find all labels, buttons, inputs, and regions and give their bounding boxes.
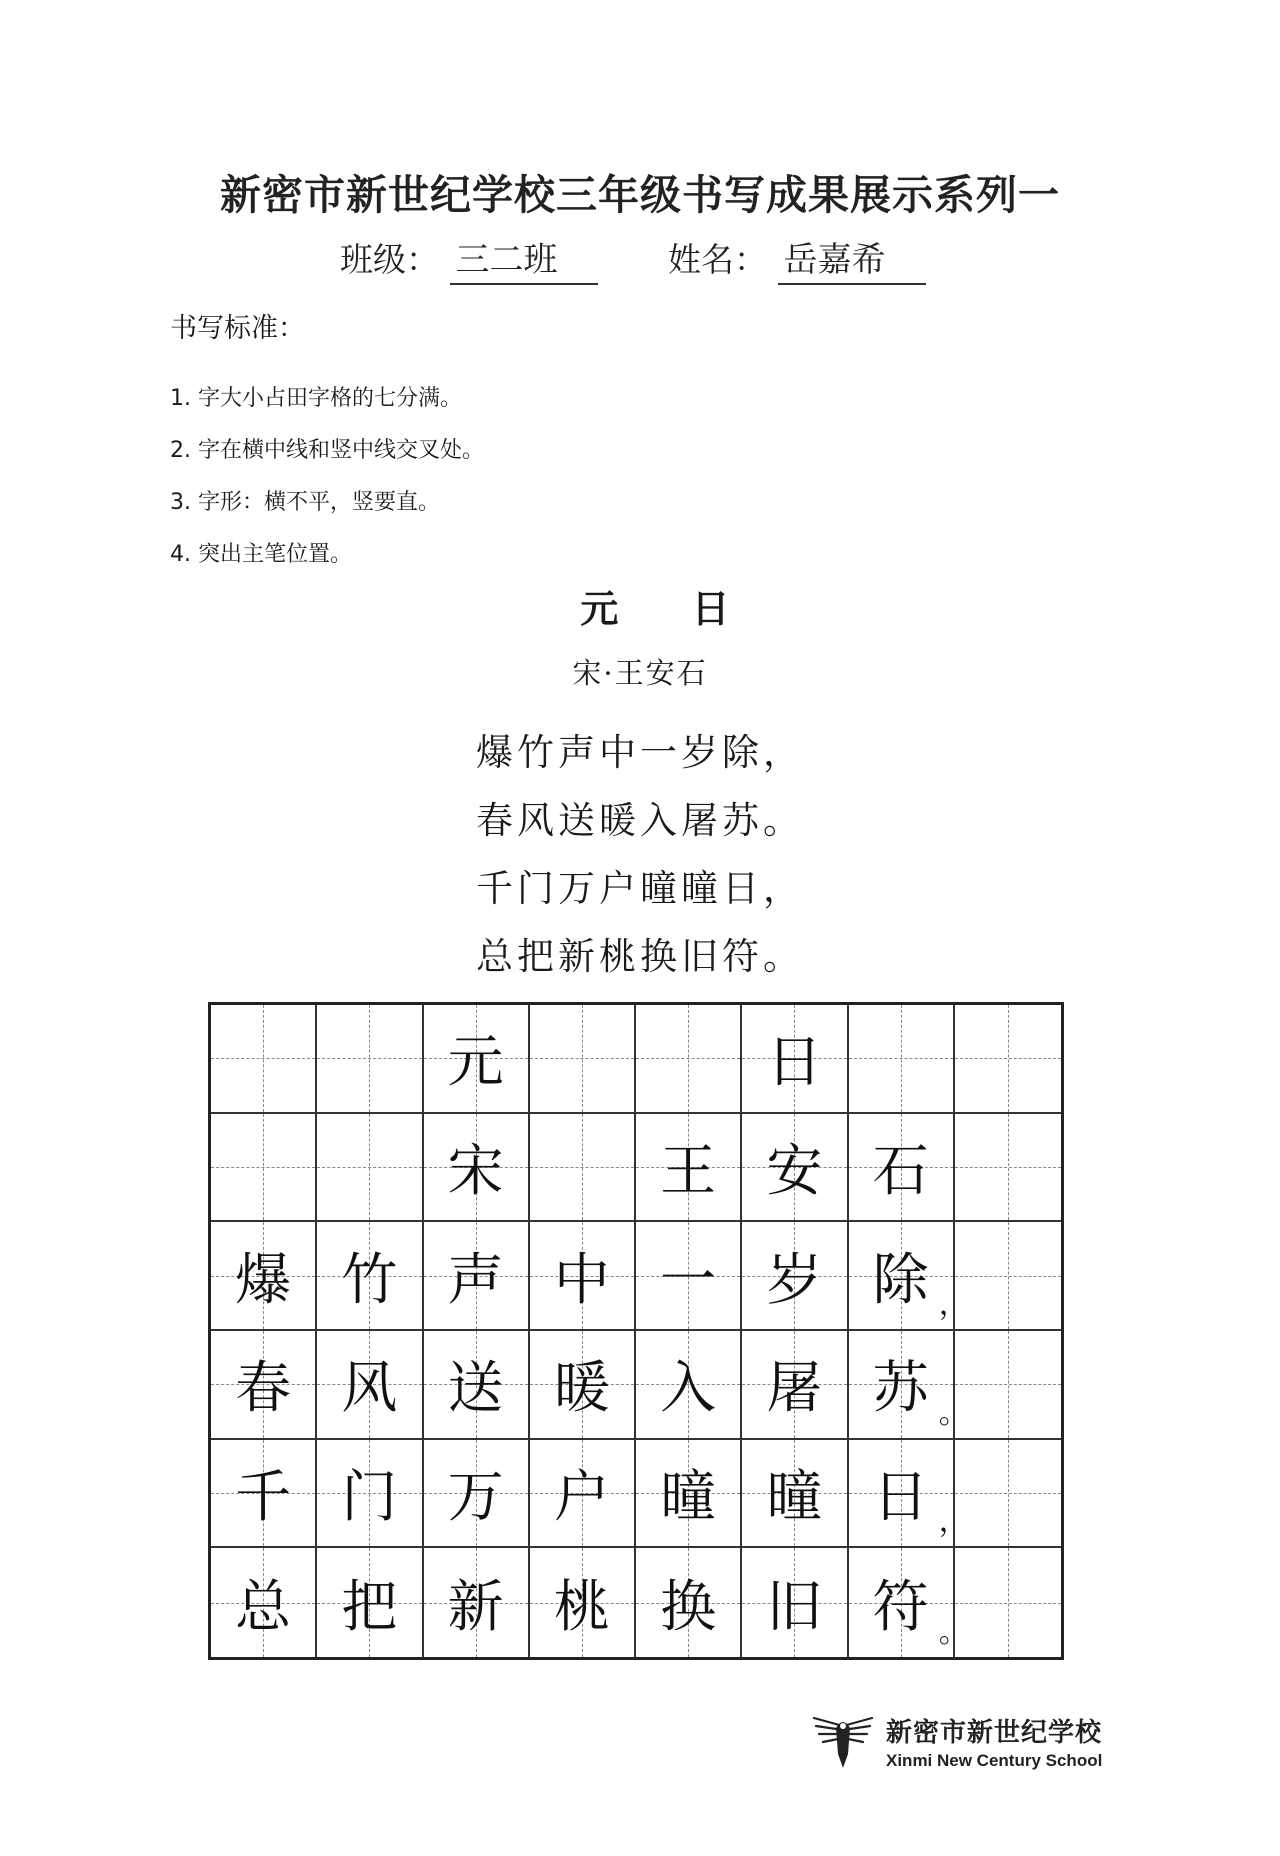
- grid-character: 送: [447, 1356, 504, 1422]
- grid-cell: [530, 1222, 636, 1331]
- grid-character: 旧: [766, 1574, 823, 1640]
- poem-line: 千门万户曈曈日，: [476, 867, 804, 910]
- grid-character: [955, 1331, 1061, 1438]
- grid-character: 新: [447, 1574, 504, 1640]
- grid-character: [955, 1548, 1061, 1657]
- poem-line: 总把新桃换旧符。: [476, 935, 804, 978]
- grid-cell: [424, 1331, 530, 1440]
- grid-character: 桃: [553, 1574, 610, 1640]
- grid-cell: [424, 1222, 530, 1331]
- grid-character: [211, 1114, 315, 1221]
- grid-character: 除: [872, 1247, 929, 1313]
- grid-cell: [955, 1331, 1061, 1440]
- eagle-emblem-icon: [808, 1706, 878, 1776]
- standard-item: 1. 字大小占田字格的七分满。: [170, 386, 462, 411]
- grid-cell: [742, 1005, 848, 1114]
- grid-cell: [955, 1114, 1061, 1223]
- school-name-en: Xinmi New Century School: [886, 1750, 1103, 1770]
- grid-cell: [317, 1005, 423, 1114]
- grid-cell: [424, 1114, 530, 1223]
- grid-character: [955, 1114, 1061, 1221]
- grid-cell: [742, 1331, 848, 1440]
- grid-character: 屠: [766, 1356, 823, 1422]
- grid-character: [530, 1005, 634, 1112]
- grid-character: [849, 1005, 953, 1112]
- grid-cell: [530, 1548, 636, 1657]
- grid-cell: [849, 1222, 969, 1331]
- grid-cell: [211, 1222, 317, 1331]
- grid-character: [955, 1005, 1061, 1112]
- grid-cell: [636, 1331, 742, 1440]
- grid-character: [636, 1005, 740, 1112]
- grid-cell: [955, 1440, 1061, 1549]
- grid-character: [317, 1005, 421, 1112]
- grid-cell: [211, 1005, 317, 1114]
- grid-character: 符: [872, 1574, 929, 1640]
- grid-character: 万: [447, 1464, 504, 1530]
- grid-character: [955, 1222, 1061, 1329]
- standard-item: 2. 字在横中线和竖中线交叉处。: [170, 438, 484, 463]
- poem-line: 爆竹声中一岁除，: [476, 731, 804, 774]
- grid-cell: [530, 1005, 636, 1114]
- grid-character: [211, 1005, 315, 1112]
- grid-punctuation: 。: [938, 1614, 969, 1650]
- grid-cell: [955, 1548, 1061, 1657]
- grid-cell: [742, 1440, 848, 1549]
- standard-item: 4. 突出主笔位置。: [170, 542, 352, 567]
- grid-cell: [955, 1005, 1061, 1114]
- page-title: 新密市新世纪学校三年级书写成果展示系列一: [220, 171, 1060, 219]
- grid-character: 春: [235, 1356, 292, 1422]
- grid-character: 风: [341, 1356, 398, 1422]
- writing-standards: [170, 306, 484, 581]
- grid-cell: [211, 1331, 317, 1440]
- grid-cell: [849, 1005, 955, 1114]
- grid-cell: [317, 1222, 423, 1331]
- grid-cell: [424, 1548, 530, 1657]
- grid-cell: [636, 1005, 742, 1114]
- grid-character: 户: [553, 1464, 610, 1530]
- poem-line: 春风送暖入屠苏。: [476, 799, 804, 842]
- grid-cell: [742, 1222, 848, 1331]
- grid-character: 换: [660, 1574, 717, 1640]
- grid-character: 爆: [235, 1247, 292, 1313]
- grid-cell: [317, 1114, 423, 1223]
- grid-character: 安: [766, 1138, 823, 1204]
- grid-character: 苏: [872, 1356, 929, 1422]
- grid-cell: [849, 1548, 969, 1657]
- grid-character: 宋: [447, 1138, 504, 1204]
- poem-author: 宋·王安石: [572, 656, 708, 690]
- grid-punctuation: 。: [938, 1395, 969, 1431]
- class-value: 三二班: [450, 232, 598, 285]
- grid-punctuation: ，: [938, 1504, 969, 1540]
- class-label: 班级：: [340, 240, 439, 279]
- grid-character: 石: [872, 1138, 929, 1204]
- grid-character: 王: [660, 1138, 717, 1204]
- grid-cell: [849, 1440, 969, 1549]
- grid-cell: [424, 1005, 530, 1114]
- grid-character: 岁: [766, 1247, 823, 1313]
- grid-cell: [530, 1331, 636, 1440]
- grid-punctuation: ，: [938, 1286, 969, 1322]
- school-logo: [808, 1706, 1102, 1776]
- grid-cell: [636, 1114, 742, 1223]
- grid-character: 日: [872, 1464, 929, 1530]
- grid-cell: [317, 1548, 423, 1657]
- grid-character: 入: [660, 1356, 717, 1422]
- grid-cell: [211, 1440, 317, 1549]
- grid-character: 元: [447, 1030, 504, 1096]
- standards-heading: 书写标准：: [170, 313, 305, 344]
- grid-cell: [530, 1440, 636, 1549]
- standard-item: 3. 字形：横不平，竖要直。: [170, 490, 440, 515]
- grid-character: 总: [235, 1574, 292, 1640]
- grid-character: 门: [341, 1464, 398, 1530]
- grid-cell: [742, 1548, 848, 1657]
- grid-cell: [742, 1114, 848, 1223]
- school-name-cn: 新密市新世纪学校: [886, 1717, 1103, 1748]
- poem-title: 元 日: [580, 586, 760, 631]
- grid-cell: [955, 1222, 1061, 1331]
- grid-character: 曈: [660, 1464, 717, 1530]
- grid-cell: [849, 1331, 969, 1440]
- grid-cell: [424, 1440, 530, 1549]
- grid-cell: [317, 1331, 423, 1440]
- grid-character: 千: [235, 1464, 292, 1530]
- tianzige-grid: [208, 1002, 1064, 1660]
- grid-cell: [211, 1548, 317, 1657]
- grid-character: [530, 1114, 634, 1221]
- grid-cell: [636, 1548, 742, 1657]
- grid-character: [955, 1440, 1061, 1547]
- grid-character: 一: [660, 1247, 717, 1313]
- grid-cell: [317, 1440, 423, 1549]
- grid-character: 声: [447, 1247, 504, 1313]
- grid-cell: [530, 1114, 636, 1223]
- grid-character: 竹: [341, 1247, 398, 1313]
- grid-character: 中: [553, 1247, 610, 1313]
- grid-cell: [636, 1222, 742, 1331]
- name-label: 姓名：: [668, 240, 767, 279]
- grid-cell: [211, 1114, 317, 1223]
- grid-character: 曈: [766, 1464, 823, 1530]
- name-value: 岳嘉希: [778, 232, 926, 285]
- grid-character: 日: [766, 1030, 823, 1096]
- grid-character: [317, 1114, 421, 1221]
- student-info: [340, 232, 986, 285]
- grid-character: 暖: [553, 1356, 610, 1422]
- grid-cell: [636, 1440, 742, 1549]
- grid-character: 把: [341, 1574, 398, 1640]
- grid-cell: [849, 1114, 955, 1223]
